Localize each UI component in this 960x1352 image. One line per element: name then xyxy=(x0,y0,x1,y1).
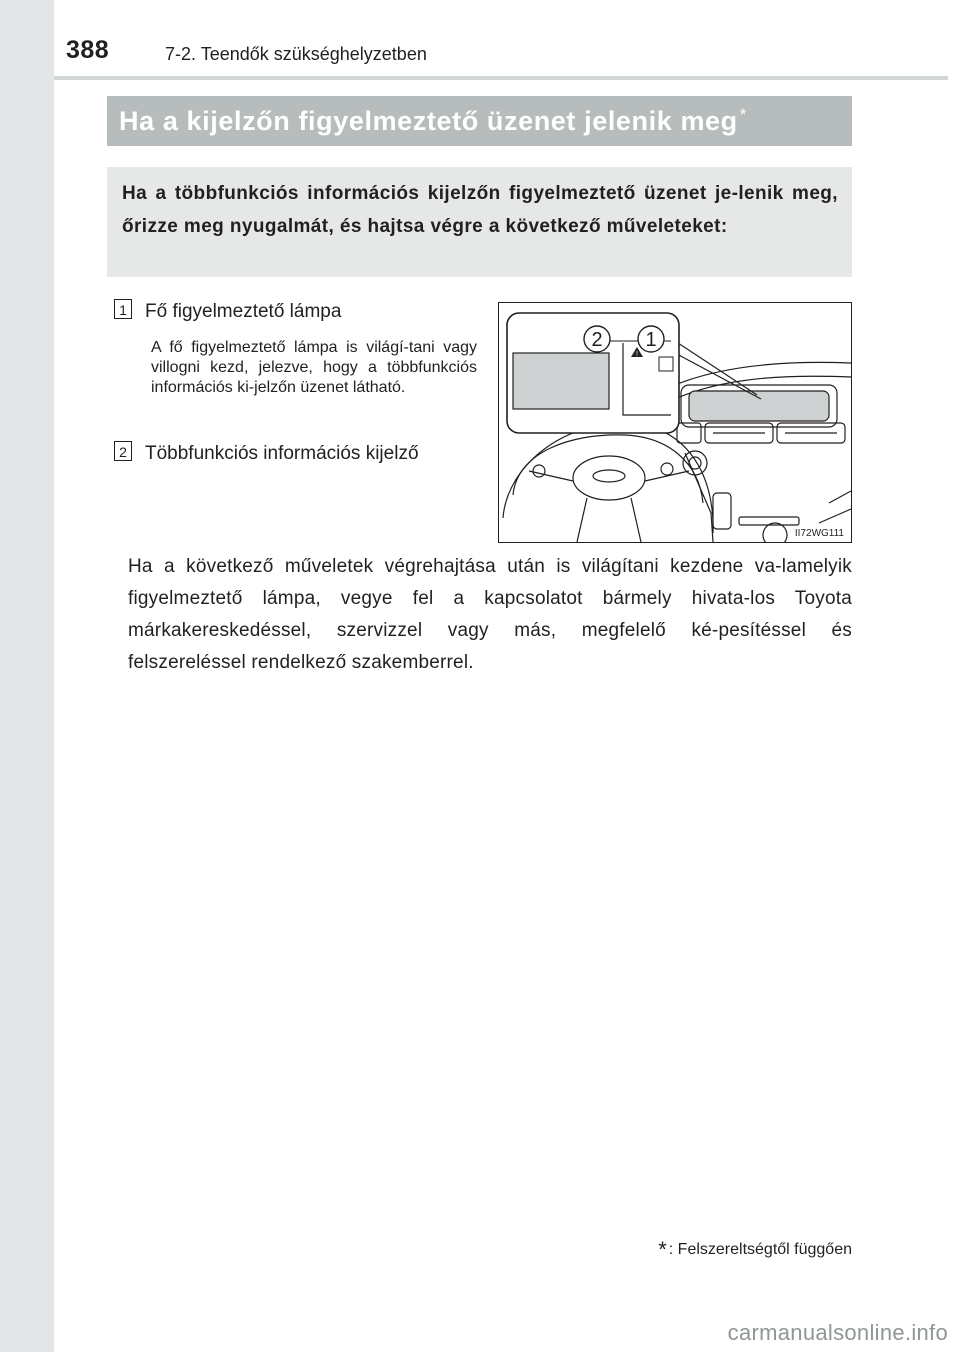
watermark: carmanualsonline.info xyxy=(727,1320,948,1345)
header-rule xyxy=(54,76,948,80)
body-paragraph: Ha a következő műveletek végrehajtása után is világítani kezdene va-lamelyik figyelmeztető lámpa, vegye fel a kapcsolatot bármely hivata-los Toyota márkakereskedéssel, szervizzel vagy más, megfelelő ké-pesítéssel és felszereléssel rendelkező szakemberrel. xyxy=(128,556,852,673)
item-label: Fő figyelmeztető lámpa xyxy=(145,301,342,322)
footnote-asterisk: * xyxy=(658,1237,667,1262)
section-title-text: Ha a kijelzőn figyelmeztető üzenet jelenik meg xyxy=(119,106,738,136)
item-number-badge: 1 xyxy=(114,299,132,319)
footnote-text: : Felszereltségtől függően xyxy=(668,1241,852,1258)
item-main-warning-light xyxy=(114,299,341,323)
item-multi-info-display xyxy=(114,441,419,465)
intro-box: Ha a többfunkciós információs kijelzőn figyelmeztető üzenet je-lenik meg, őrizze meg nyugalmát, és hajtsa végre a következő műveleteket: xyxy=(107,167,852,277)
item-description: A fő figyelmeztető lámpa is világí-tani vagy villogni kezd, jelezve, hogy a többfunkciós információs ki-jelzőn üzenet látható. xyxy=(151,339,477,396)
optional-equipment-marker: * xyxy=(739,105,747,124)
section-title xyxy=(107,96,852,146)
item-number-badge: 2 xyxy=(114,441,132,461)
callout-label-2: 2 xyxy=(591,329,603,351)
footnote xyxy=(658,1237,852,1263)
figure-code: II72WG111 xyxy=(794,528,844,539)
callout-label-1: 1 xyxy=(645,329,657,351)
svg-text:!: ! xyxy=(636,351,638,358)
chapter-title: 7-2. Teendők szükséghelyzetben xyxy=(165,44,427,64)
dashboard-illustration xyxy=(498,302,852,543)
item-label: Többfunkciós információs kijelző xyxy=(145,443,419,464)
page-number: 388 xyxy=(66,36,110,64)
dashboard-drawing xyxy=(499,303,851,542)
page-margin-band xyxy=(0,0,54,1352)
